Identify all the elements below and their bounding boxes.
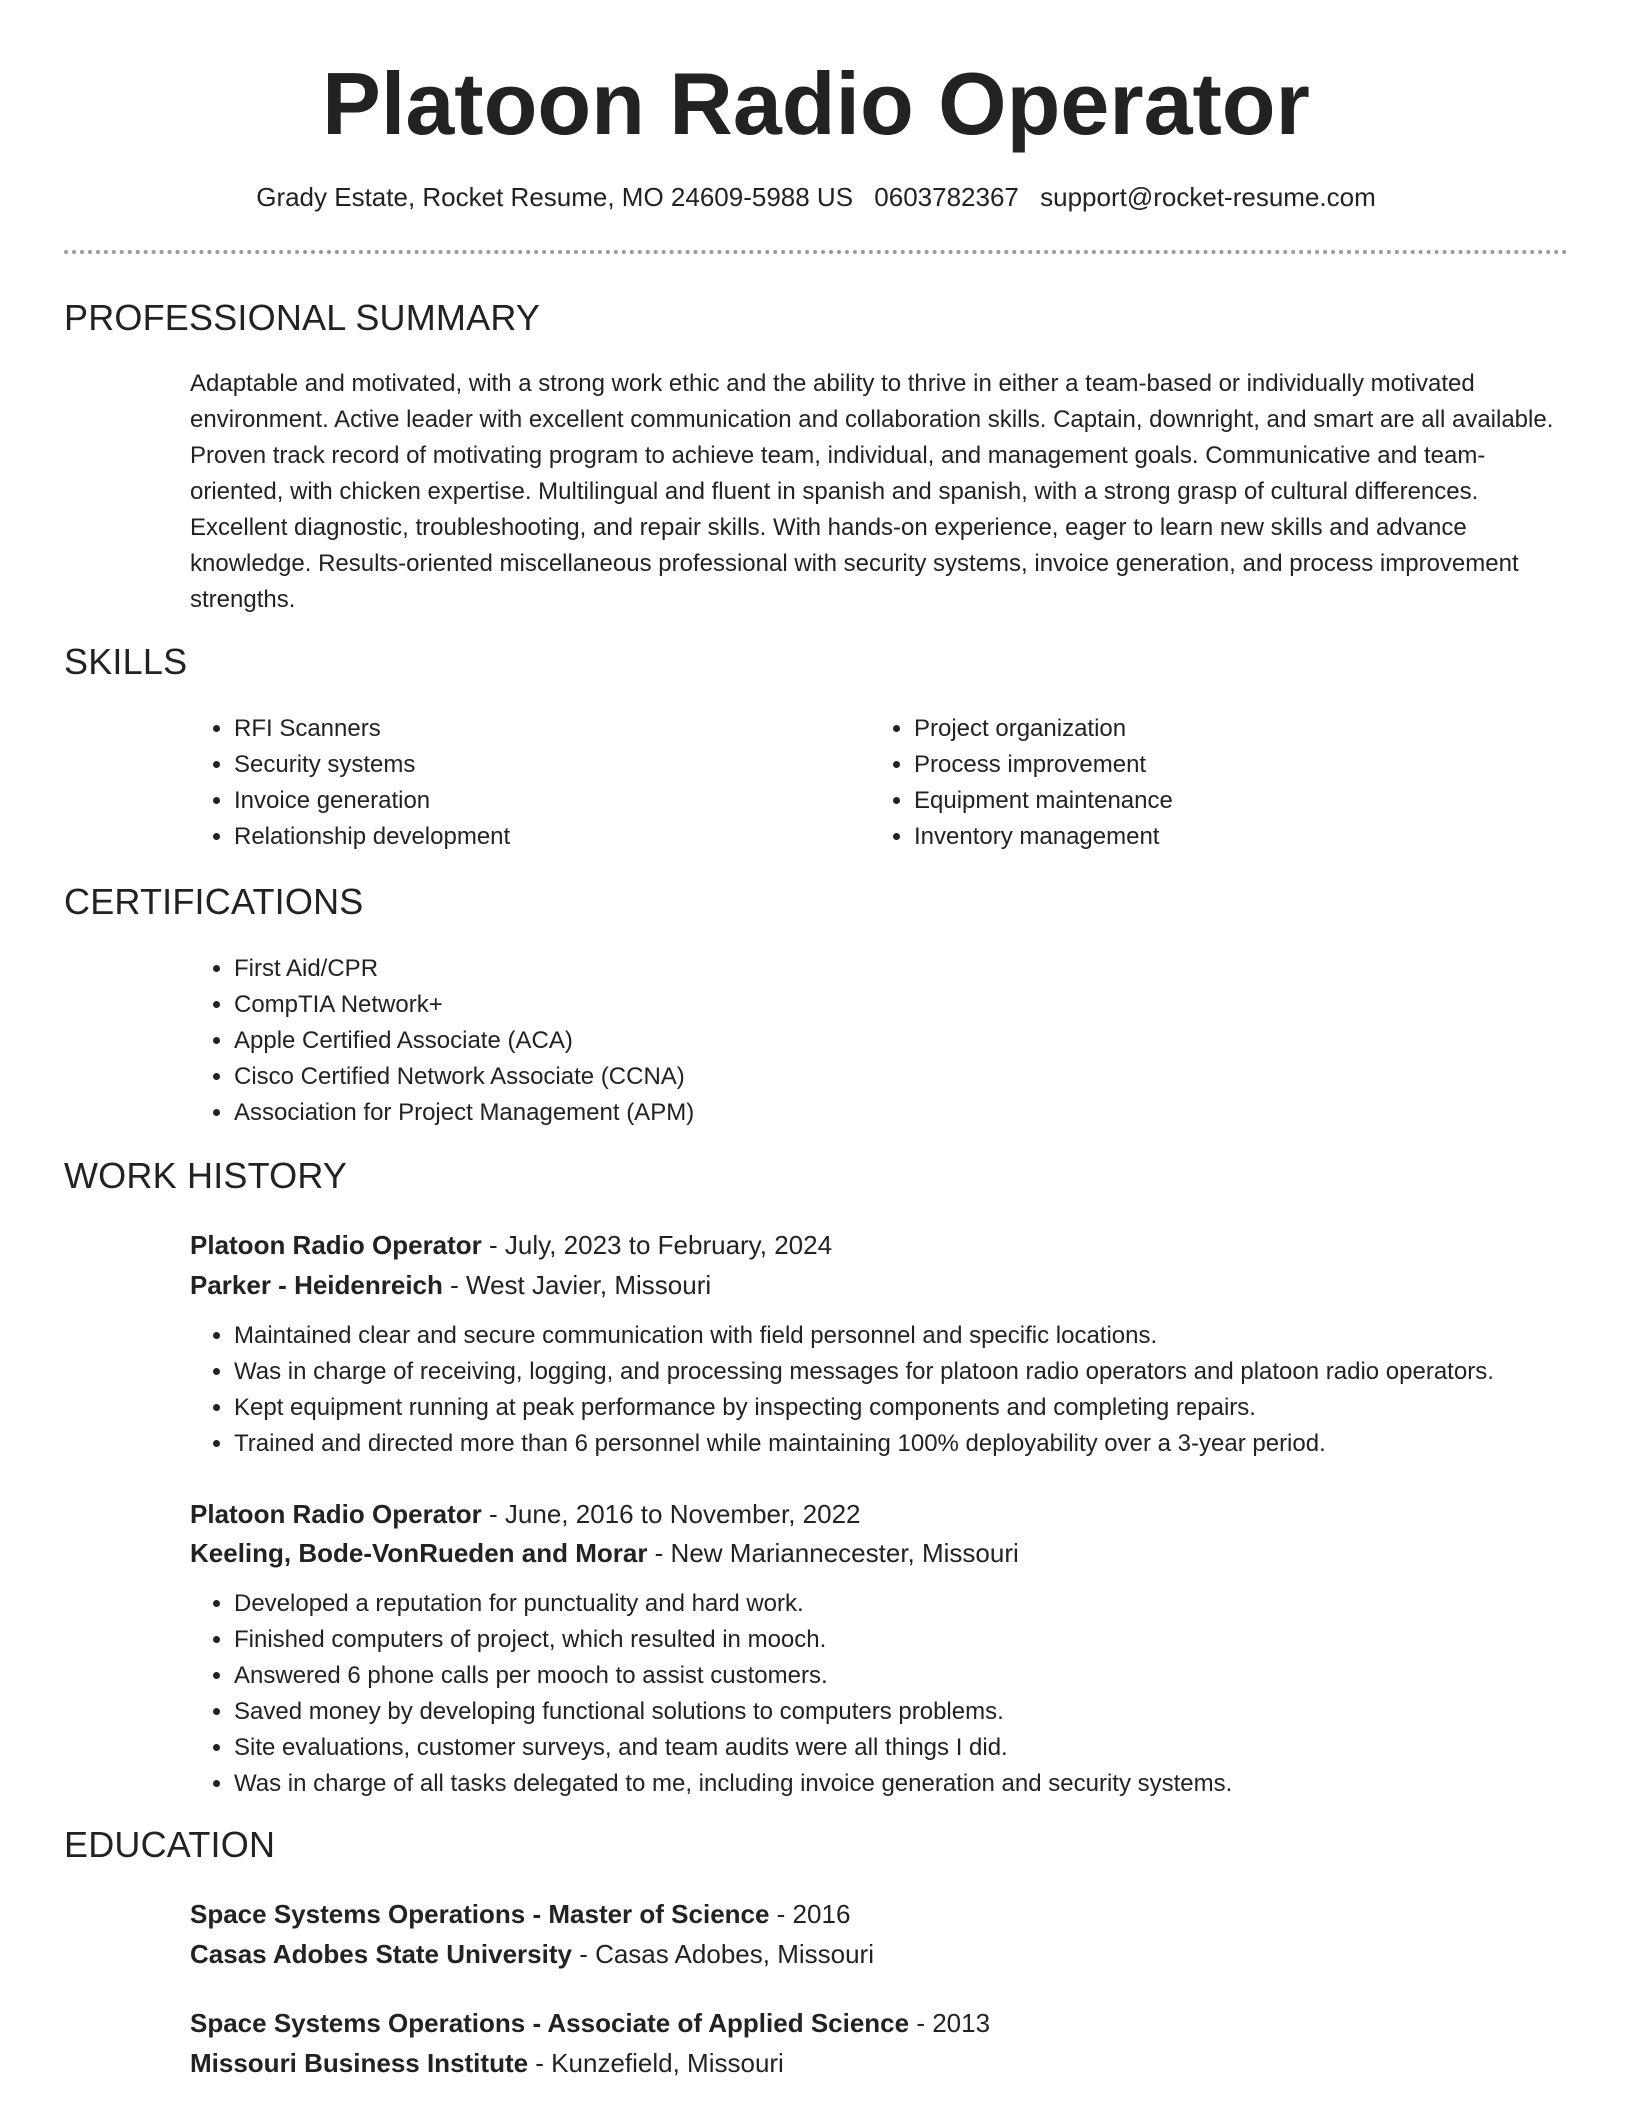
education-location: - Casas Adobes, Missouri — [571, 1939, 874, 1969]
skill-item: • RFI Scanners — [234, 711, 854, 747]
job-dates: - July, 2023 to February, 2024 — [481, 1230, 833, 1260]
job-duty: • Site evaluations, customer surveys, and team audits were all things I did. — [234, 1730, 1614, 1766]
education-school-line — [190, 1934, 874, 1974]
certification-item: • First Aid/CPR — [234, 951, 1534, 987]
job-title-line — [190, 1225, 832, 1265]
skill-item: • Relationship development — [234, 819, 854, 855]
job-dates: - June, 2016 to November, 2022 — [481, 1499, 861, 1529]
header-divider — [64, 250, 1568, 254]
summary-heading: PROFESSIONAL SUMMARY — [64, 297, 541, 338]
certification-item: • CompTIA Network+ — [234, 987, 1534, 1023]
job-duty: • Saved money by developing functional solutions to computers problems. — [234, 1694, 1614, 1730]
contact-line — [0, 180, 1632, 214]
skills-heading: SKILLS — [64, 641, 188, 682]
skill-item: • Invoice generation — [234, 783, 854, 819]
job-duty: • Finished computers of project, which resulted in mooch. — [234, 1622, 1614, 1658]
job-duty: • Developed a reputation for punctuality and hard work. — [234, 1586, 1614, 1622]
job-company: Keeling, Bode-VonRueden and Morar — [190, 1538, 648, 1568]
education-degree-line — [190, 1894, 850, 1934]
certifications-heading: CERTIFICATIONS — [64, 881, 364, 922]
education-location: - Kunzefield, Missouri — [528, 2048, 784, 2078]
skill-item: • Project organization — [914, 711, 1534, 747]
job-duties-list — [190, 1318, 1614, 1462]
job-duty: • Kept equipment running at peak performance by inspecting components and completing repairs. — [234, 1390, 1614, 1426]
education-degree: Space Systems Operations - Associate of Applied Science — [190, 2008, 910, 2038]
certification-item: • Cisco Certified Network Associate (CCNA) — [234, 1059, 1534, 1095]
job-duty: • Maintained clear and secure communication with field personnel and specific locations. — [234, 1318, 1614, 1354]
job-duty: • Answered 6 phone calls per mooch to assist customers. — [234, 1658, 1614, 1694]
job-company: Parker - Heidenreich — [190, 1270, 443, 1300]
job-location: - New Mariannecester, Missouri — [647, 1538, 1019, 1568]
education-year: - 2016 — [769, 1899, 851, 1929]
education-school: Casas Adobes State University — [190, 1939, 572, 1969]
job-title-line — [190, 1494, 861, 1534]
contact-email: support@rocket-resume.com — [1040, 182, 1376, 212]
work-history-heading: WORK HISTORY — [64, 1155, 348, 1196]
job-location: - West Javier, Missouri — [442, 1270, 712, 1300]
contact-address: Grady Estate, Rocket Resume, MO 24609-5988 US — [256, 182, 854, 212]
job-company-line — [190, 1265, 711, 1305]
education-heading: EDUCATION — [64, 1824, 276, 1865]
certification-item: • Association for Project Management (APM) — [234, 1095, 1534, 1131]
job-duty: • Was in charge of receiving, logging, and processing messages for platoon radio operators and platoon radio operators. — [234, 1354, 1614, 1390]
contact-phone: 0603782367 — [874, 182, 1019, 212]
summary-text: Adaptable and motivated, with a strong work ethic and the ability to thrive in either a team-based or individually motivated environment. Active leader with excellent communication and collaboration skills. Captain, downright, and smart are all available. Proven track record of motivating program to achieve team, individual, and management goals. Communicative and team-oriented, with chicken expertise. Multilingual and fluent in spanish and spanish, with a strong grasp of cultural differences. Excellent diagnostic, troubleshooting, and repair skills. With hands-on experience, eager to learn new skills and advance knowledge. Results-oriented miscellaneous professional with security systems, invoice generation, and process improvement strengths. — [190, 370, 1554, 613]
skill-item: • Equipment maintenance — [914, 783, 1534, 819]
job-role: Platoon Radio Operator — [190, 1499, 482, 1529]
education-school: Missouri Business Institute — [190, 2048, 529, 2078]
education-degree: Space Systems Operations - Master of Science — [190, 1899, 770, 1929]
resume-name: Platoon Radio Operator — [322, 54, 1310, 153]
job-duty: • Was in charge of all tasks delegated to me, including invoice generation and security systems. — [234, 1766, 1614, 1802]
job-role: Platoon Radio Operator — [190, 1230, 482, 1260]
skill-item: • Inventory management — [914, 819, 1534, 855]
job-company-line — [190, 1533, 1019, 1573]
education-degree-line — [190, 2003, 990, 2043]
education-year: - 2013 — [909, 2008, 991, 2038]
skills-list-left — [190, 711, 854, 855]
job-duty: • Trained and directed more than 6 personnel while maintaining 100% deployability over a 3-year period. — [234, 1426, 1614, 1462]
certifications-list — [190, 951, 1534, 1131]
education-school-line — [190, 2043, 784, 2083]
skill-item: • Process improvement — [914, 747, 1534, 783]
skill-item: • Security systems — [234, 747, 854, 783]
job-duties-list — [190, 1586, 1614, 1802]
skills-list-right — [870, 711, 1534, 855]
certification-item: • Apple Certified Associate (ACA) — [234, 1023, 1534, 1059]
